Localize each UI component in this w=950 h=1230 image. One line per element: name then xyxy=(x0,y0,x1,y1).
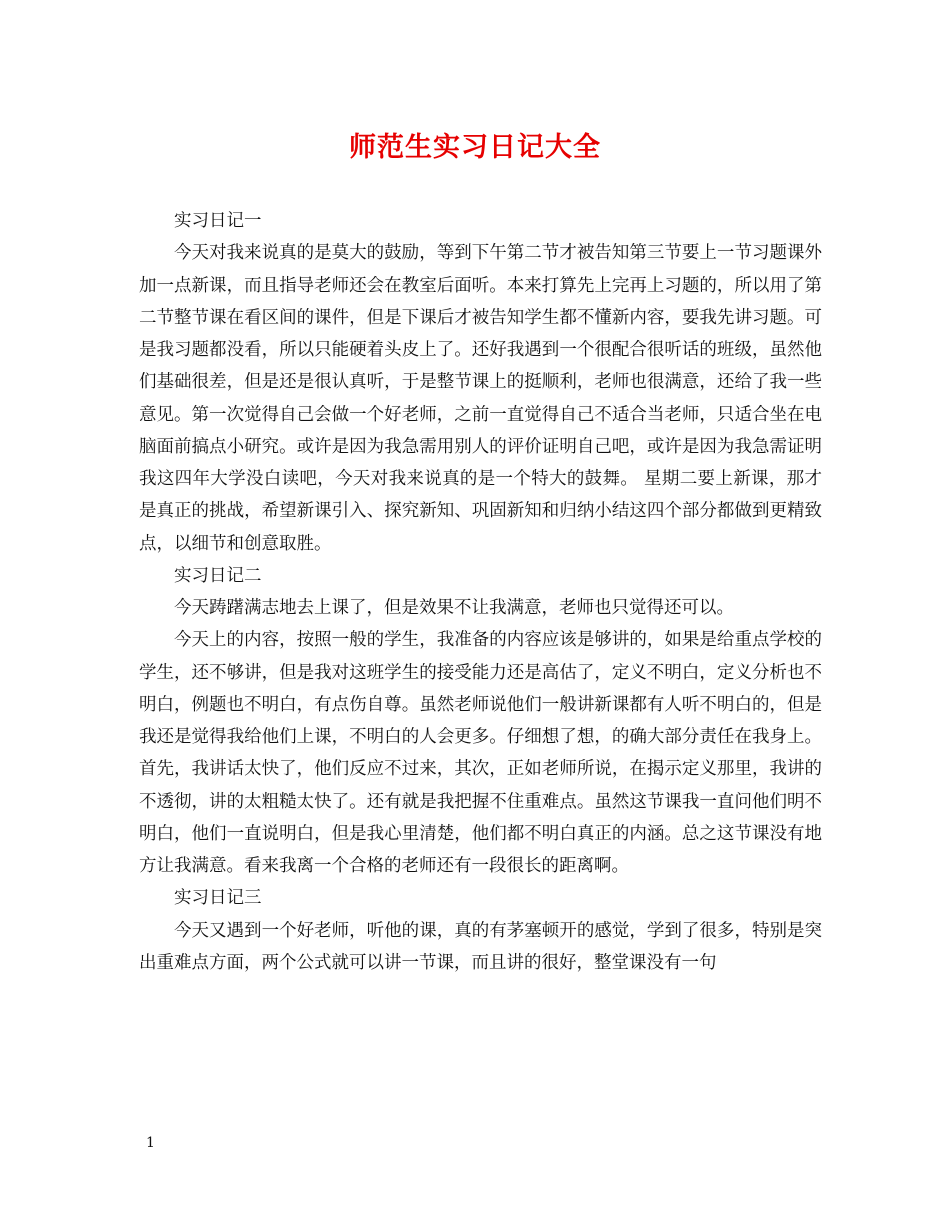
diary-2-paragraph-1: 今天踌躇满志地去上课了，但是效果不让我满意，老师也只觉得还可以。 xyxy=(174,598,734,618)
diary-2-paragraph-2: 今天上的内容，按照一般的学生，我准备的内容应该是够讲的，如果是给重点学校的学生，还不够讲，但是我对这班学生的接受能力还是高估了，定义不明白，定义分析也不明白，例题也不明白，有点伤自尊。虽然老师说他们一般讲新课都有人听不明白的，但是我还是觉得我给他们上课，不明白的人会更多。仔细想了想，的确大部分责任在我身上。首先，我讲话太快了，他们反应不过来，其次，正如老师所说，在揭示定义那里，我讲的不透彻，讲的太粗糙太快了。还有就是我把握不住重难点。虽然这节课我一直问他们明不明白，他们一直说明白，但是我心里清楚，他们都不明白真正的内涵。总之这节课没有地方让我满意。看来我离一个合格的老师还有一段很长的距离啊。 xyxy=(139,630,822,876)
diary-3-paragraph-1: 今天又遇到一个好老师，听他的课，真的有茅塞顿开的感觉，学到了很多，特别是突出重难点方面，两个公式就可以讲一节课，而且讲的很好，整堂课没有一句 xyxy=(139,920,822,973)
diary-1-paragraph-1: 今天对我来说真的是莫大的鼓励，等到下午第二节才被告知第三节要上一节习题课外加一点新课，而且指导老师还会在教室后面听。本来打算先上完再上习题的，所以用了第二节整节课在看区间的课件，但是下课后才被告知学生都不懂新内容，要我先讲习题。可是我习题都没看，所以只能硬着头皮上了。还好我遇到一个很配合很听话的班级，虽然他们基础很差，但是还是很认真听，于是整节课上的挺顺利，老师也很满意，还给了我一些意见。第一次觉得自己会做一个好老师，之前一直觉得自己不适合当老师，只适合坐在电脑面前搞点小研究。或许是因为我急需用别人的评价证明自己吧，或许是因为我急需证明我这四年大学没白读吧，今天对我来说真的是一个特大的鼓舞。 星期二要上新课，那才是真正的挑战，希望新课引入、探究新知、巩固新知和归纳小结这四个部分都做到更精致点，以细节和创意取胜。 xyxy=(139,243,822,554)
page-number: 1 xyxy=(146,1135,155,1151)
document-body xyxy=(139,205,822,979)
diary-heading-3: 实习日记三 xyxy=(174,888,262,909)
diary-heading-1: 实习日记一 xyxy=(174,211,262,231)
document-title: 师范生实习日记大全 xyxy=(349,132,601,163)
diary-heading-2: 实习日记二 xyxy=(174,565,262,586)
